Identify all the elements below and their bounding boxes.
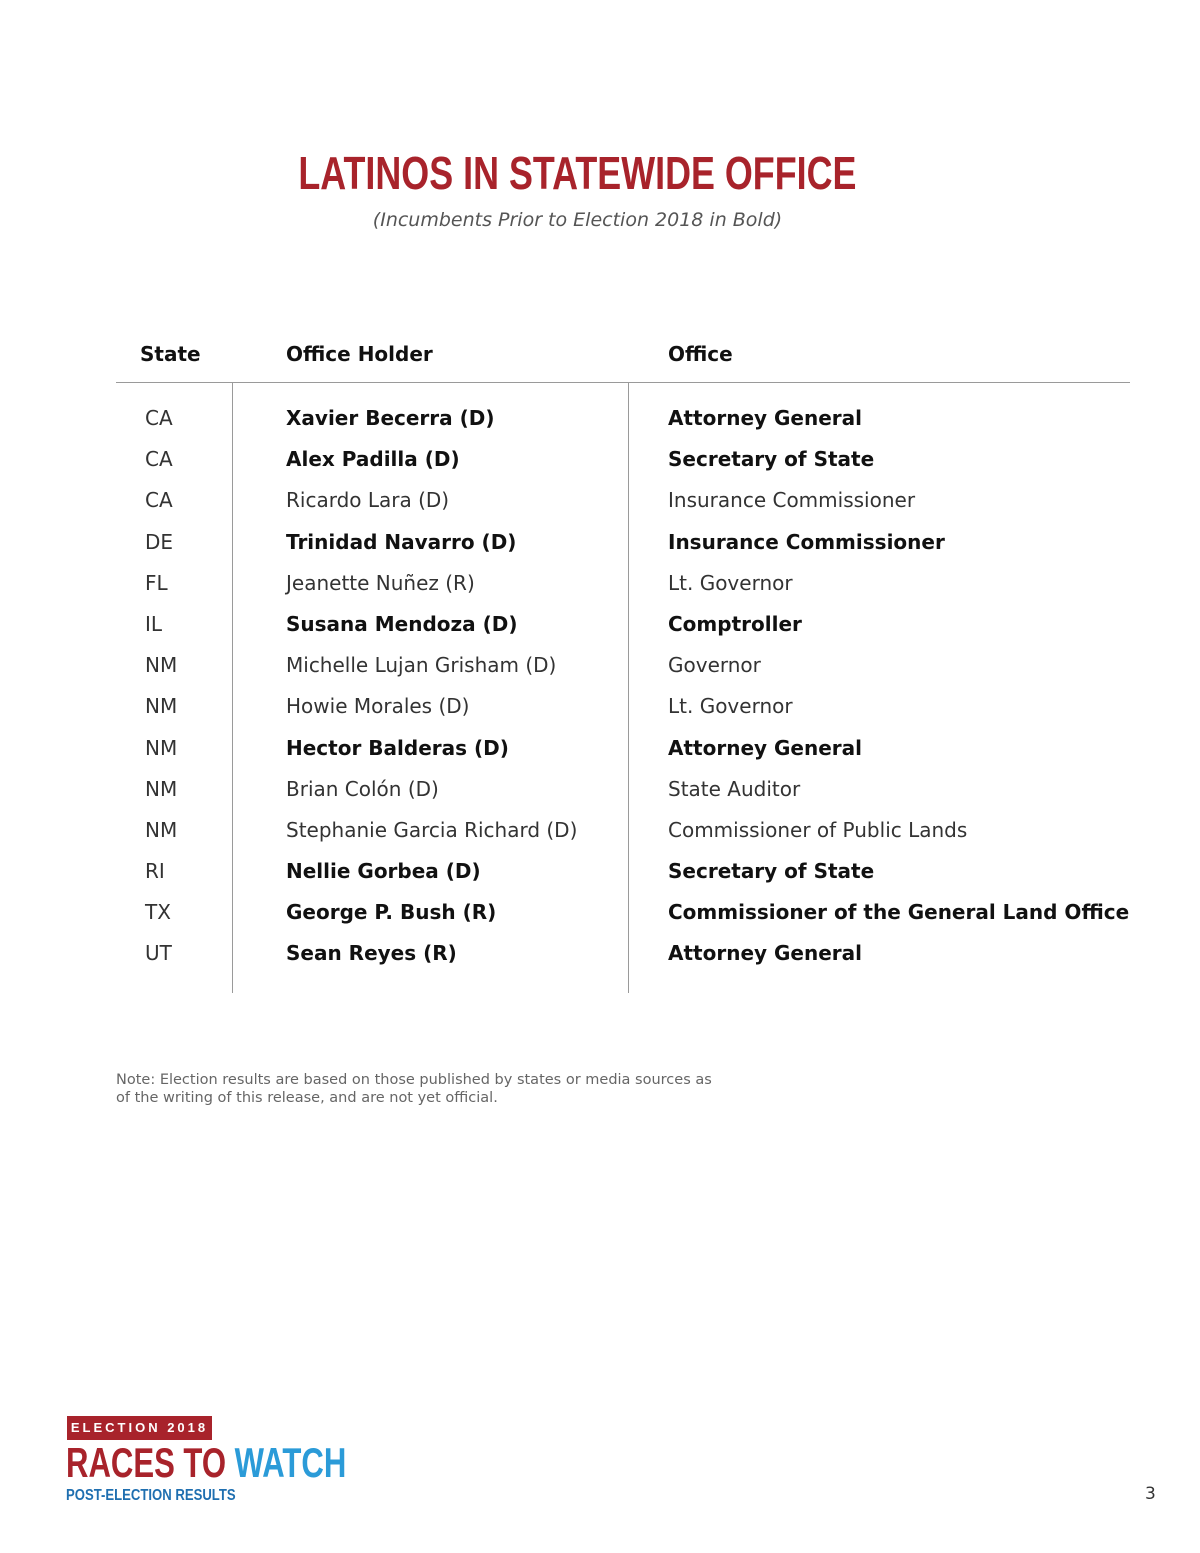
cell-state: NM: [145, 776, 178, 801]
cell-office: Commissioner of Public Lands: [668, 817, 968, 842]
table-row: [0, 604, 1200, 645]
cell-state: DE: [145, 529, 174, 554]
cell-state: RI: [145, 859, 165, 884]
cell-state: TX: [145, 900, 171, 925]
cell-office-holder: Alex Padilla (D): [286, 447, 460, 472]
cell-state: CA: [145, 488, 173, 513]
cell-office: Attorney General: [668, 735, 863, 760]
post-election-subline: POST-ELECTION RESULTS: [66, 1487, 236, 1504]
table-row: [0, 480, 1200, 521]
logo-races-text: RACES TO: [66, 1439, 235, 1486]
column-header-holder: Office Holder: [286, 342, 433, 366]
cell-office: State Auditor: [668, 776, 801, 801]
table-row: [0, 645, 1200, 686]
cell-office-holder: Ricardo Lara (D): [286, 488, 450, 513]
cell-office-holder: Xavier Becerra (D): [286, 406, 495, 430]
cell-office: Comptroller: [668, 611, 802, 636]
page-subtitle: (Incumbents Prior to Election 2018 in Bold): [372, 209, 783, 231]
table-row: [0, 851, 1200, 892]
cell-office-holder: Susana Mendoza (D): [286, 611, 518, 636]
cell-state: FL: [145, 570, 168, 595]
table-row: [0, 810, 1200, 851]
table-row: [0, 563, 1200, 604]
cell-office-holder: Stephanie Garcia Richard (D): [286, 817, 578, 842]
column-header-state: State: [140, 342, 201, 366]
cell-office: Insurance Commissioner: [668, 488, 916, 513]
logo-watch-text: WATCH: [234, 1439, 347, 1486]
page-number: 3: [1145, 1484, 1156, 1504]
table-row: [0, 769, 1200, 810]
cell-office-holder: Sean Reyes (R): [286, 941, 457, 966]
cell-office-holder: Nellie Gorbea (D): [286, 859, 481, 884]
cell-office: Insurance Commissioner: [668, 529, 945, 554]
table-row: [0, 522, 1200, 563]
cell-office-holder: Hector Balderas (D): [286, 735, 509, 760]
cell-office: Attorney General: [668, 941, 863, 966]
cell-office: Governor: [668, 653, 761, 678]
races-to-watch-logo: [66, 1439, 347, 1486]
cell-office-holder: Jeanette Nuñez (R): [286, 570, 475, 595]
cell-state: NM: [145, 694, 178, 719]
cell-state: CA: [145, 447, 173, 472]
header-divider: [116, 382, 1130, 383]
cell-state: IL: [145, 611, 163, 636]
table-row: [0, 439, 1200, 480]
cell-office: Secretary of State: [668, 447, 875, 472]
office-holders-table: [0, 398, 1200, 975]
cell-state: UT: [145, 941, 172, 966]
table-row: [0, 892, 1200, 933]
cell-state: CA: [145, 406, 173, 430]
cell-office-holder: Howie Morales (D): [286, 694, 470, 719]
table-row: [0, 686, 1200, 727]
cell-office-holder: Brian Colón (D): [286, 776, 439, 801]
table-row: [0, 398, 1200, 439]
election-badge: ELECTION 2018: [67, 1416, 212, 1440]
footnote: Note: Election results are based on those published by states or media sources as of the writing of this release, and are not yet official.: [116, 1072, 712, 1106]
cell-state: NM: [145, 653, 178, 678]
cell-state: NM: [145, 735, 178, 760]
table-row: [0, 933, 1200, 974]
page-title: LATINOS IN STATEWIDE OFFICE: [298, 147, 857, 199]
cell-state: NM: [145, 817, 178, 842]
table-row: [0, 728, 1200, 769]
cell-office-holder: George P. Bush (R): [286, 900, 497, 925]
cell-office: Lt. Governor: [668, 570, 793, 595]
cell-office-holder: Trinidad Navarro (D): [286, 529, 517, 554]
cell-office: Secretary of State: [668, 859, 875, 884]
cell-office-holder: Michelle Lujan Grisham (D): [286, 653, 557, 678]
column-header-office: Office: [668, 342, 733, 366]
cell-office: Attorney General: [668, 406, 863, 430]
cell-office: Lt. Governor: [668, 694, 793, 719]
cell-office: Commissioner of the General Land Office: [668, 900, 1130, 925]
